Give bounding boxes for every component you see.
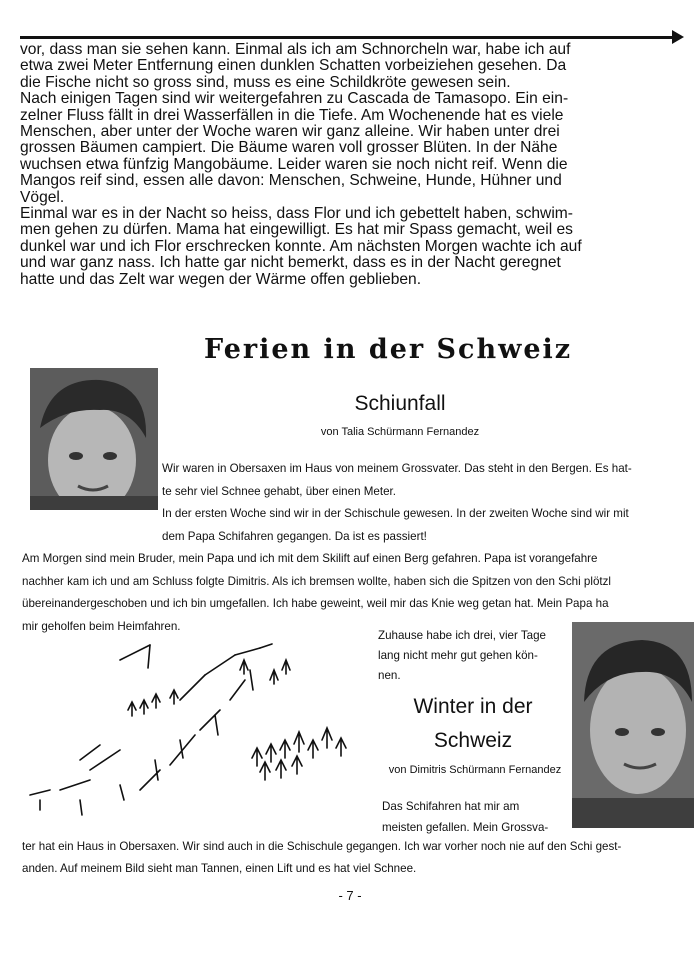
story-schiunfall-continuation — [378, 626, 568, 686]
text-line: nen. — [378, 669, 401, 682]
story-title-winter — [378, 690, 568, 758]
top-rule — [20, 36, 675, 39]
story-title-schiunfall: Schiunfall — [354, 392, 446, 415]
text-line: etwa zwei Meter Entfernung einen dunklen Schatten vorbeiziehen gesehen. Da — [20, 57, 567, 75]
text-line: die Fische nicht so gross sind, muss es eine Schildkröte gewesen sein. — [20, 73, 511, 91]
text-line: hatte und das Zelt war wegen der Wärme offen geblieben. — [20, 270, 422, 288]
text-line: Zuhause habe ich drei, vier Tage — [378, 629, 547, 642]
text-line: Wir waren in Obersaxen im Haus von meinem Grossvater. Das steht in den Bergen. Es hat- — [162, 462, 632, 475]
text-line: grossen Bäumen campiert. Die Bäume waren voll grosser Blüten. In der Nähe — [20, 139, 558, 157]
story-schiunfall-body — [22, 458, 672, 638]
text-line: Am Morgen sind mein Bruder, mein Papa und ich mit dem Skilift auf einen Berg gefahren. Papa ist vorangefahre — [22, 552, 598, 565]
page-number: - 7 - — [338, 888, 362, 903]
text-line: lang nicht mehr gut gehen kön- — [378, 649, 538, 662]
text-line: dunkel war und ich Flor erschrecken konnte. Am nächsten Morgen wachte ich auf — [20, 237, 582, 255]
story-winter-body-right — [382, 796, 572, 838]
text-line: men gehen zu dürfen. Mama hat eingewilligt. Es hat mir Spass gemacht, weil es — [20, 221, 573, 239]
text-line: wuchsen etwa fünfzig Mangobäume. Leider waren sie noch nicht reif. Wenn die — [20, 155, 568, 173]
story-winter-body — [22, 836, 692, 880]
text-line: nachher kam ich und am Schluss folgte Dimitris. Als ich bremsen wollte, haben sich die Spitzen von den Schi plötzl — [22, 574, 611, 588]
typed-story-continuation — [20, 42, 682, 288]
text-line: anden. Auf meinem Bild sieht man Tannen, einen Lift und es hat viel Schnee. — [22, 862, 417, 875]
byline-dimitris: von Dimitris Schürmann Fernandez — [388, 764, 562, 776]
text-line: Das Schifahren hat mir am — [382, 800, 520, 813]
text-line: vor, dass man sie sehen kann. Einmal als ich am Schnorcheln war, habe ich auf — [20, 41, 571, 58]
text-line: zelner Fluss fällt in drei Wasserfällen in die Tiefe. Am Wochenende hat es viele — [20, 106, 564, 124]
text-line: In der ersten Woche sind wir in der Schischule gewesen. In der zweiten Woche sind wir mit — [162, 507, 629, 520]
text-line: Einmal war es in der Nacht so heiss, dass Flor und ich gebettelt haben, schwim- — [20, 205, 573, 223]
text-line: Mangos reif sind, essen alle davon: Menschen, Schweine, Hunde, Hühner und — [20, 172, 562, 190]
childrens-drawing — [20, 640, 360, 825]
text-line: mir geholfen beim Heimfahren. — [22, 619, 181, 633]
author-photo-dimitris — [572, 622, 694, 828]
section-title: Ferien in der Schweiz — [204, 334, 573, 365]
text-line: Menschen, aber unter der Woche waren wir ganz alleine. Wir haben unter drei — [20, 123, 560, 141]
title-line: Schweiz — [433, 729, 513, 752]
text-line: meisten gefallen. Mein Grossva- — [382, 821, 549, 834]
title-line: Winter in der — [413, 695, 533, 718]
text-line: Nach einigen Tagen sind wir weitergefahren zu Cascada de Tamasopo. Ein ein- — [20, 90, 569, 108]
text-line: Vögel. — [20, 188, 65, 206]
text-line: übereinandergeschoben und ich bin umgefallen. Ich habe geweint, weil mir das Knie weg getan hat. Mein Papa ha — [22, 597, 609, 610]
text-line: te sehr viel Schnee gehabt, über einen Meter. — [162, 484, 396, 498]
text-line: ter hat ein Haus in Obersaxen. Wir sind auch in die Schischule gegangen. Ich war vorher noch nie auf den Schi gest- — [22, 840, 622, 853]
byline-talia: von Talia Schürmann Fernandez — [320, 426, 480, 438]
text-line: dem Papa Schifahren gegangen. Da ist es passiert! — [162, 529, 427, 543]
text-line: und war ganz nass. Ich hatte gar nicht bemerkt, dass es in der Nacht geregnet — [20, 254, 561, 272]
